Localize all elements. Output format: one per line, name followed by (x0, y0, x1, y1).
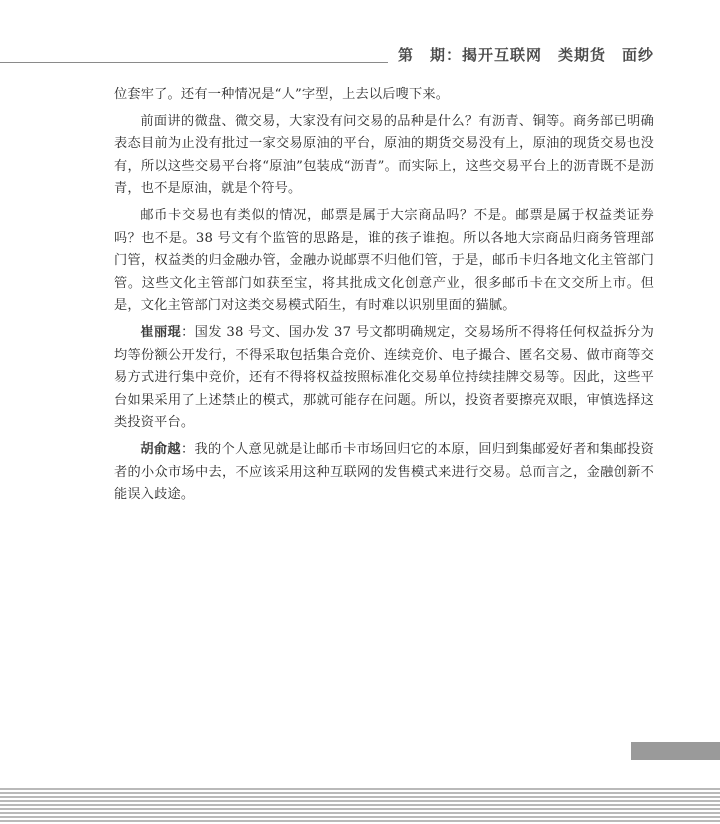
header-rule (0, 62, 388, 63)
page-corner-tab (631, 742, 720, 760)
paragraph-text: 位套牢了。还有一种情况是“人”字型，上去以后嗖下来。 (114, 87, 450, 102)
paragraph-text: 邮币卡交易也有类似的情况，邮票是属于大宗商品吗？不是。邮票是属于权益类证券吗？也不是。38 号文有个监管的思路是，谁的孩子谁抱。所以各地大宗商品归商务管理部门管，权益类的归金融办管，金融办说邮票不归他们管，于是，邮币卡归各地文化主管部门管。这些文化主管部门如获至宝，将其批成文化创意产业，很多邮币卡在文交所上市。但是，文化主管部门对这类交易模式陌生，有时难以识别里面的猫腻。 (114, 207, 654, 314)
paragraph (114, 322, 654, 435)
speaker-name: 胡俞越 (140, 441, 181, 457)
running-header (398, 44, 654, 65)
header-title: 揭开互联网 类期货 面纱 (461, 46, 654, 64)
paragraph (114, 439, 654, 507)
speaker-name: 崔丽琨 (140, 324, 182, 340)
paragraph-text: ：国发 38 号文、国办发 37 号文都明确规定，交易场所不得将任何权益拆分为均等份额公开发行，不得采取包括集合竞价、连续竞价、电子撮合、匿名交易、做市商等交易方式进行集中竞价，还有不得将权益按照标准化交易单位持续挂牌交易等。因此，这些平台如果采用了上述禁止的模式，那就可能存在问题。所以，投资者要擦亮双眼，审慎选择这类投资平台。 (114, 324, 654, 431)
paragraph (114, 111, 654, 201)
paragraph-text: ：我的个人意见就是让邮币卡市场回归它的本原，回归到集邮爱好者和集邮投资者的小众市场中去，不应该采用这种互联网的发售模式来进行交易。总而言之，金融创新不能误入歧途。 (114, 441, 654, 503)
issue-label: 第 期 (397, 46, 446, 64)
header-colon: ： (445, 46, 462, 64)
paragraph-continuation (114, 84, 654, 107)
footer-stripes (0, 788, 720, 824)
paragraph-text: 前面讲的微盘、微交易，大家没有问交易的品种是什么？有沥青、铜等。商务部已明确表态目前为止没有批过一家交易原油的平台，原油的期货交易没有上，原油的现货交易也没有，所以这些交易平台将“原油”包装成“沥青”。而实际上，这些交易平台上的沥青既不是沥青，也不是原油，就是个符号。 (114, 113, 654, 197)
article-body (114, 84, 654, 511)
paragraph (114, 205, 654, 318)
